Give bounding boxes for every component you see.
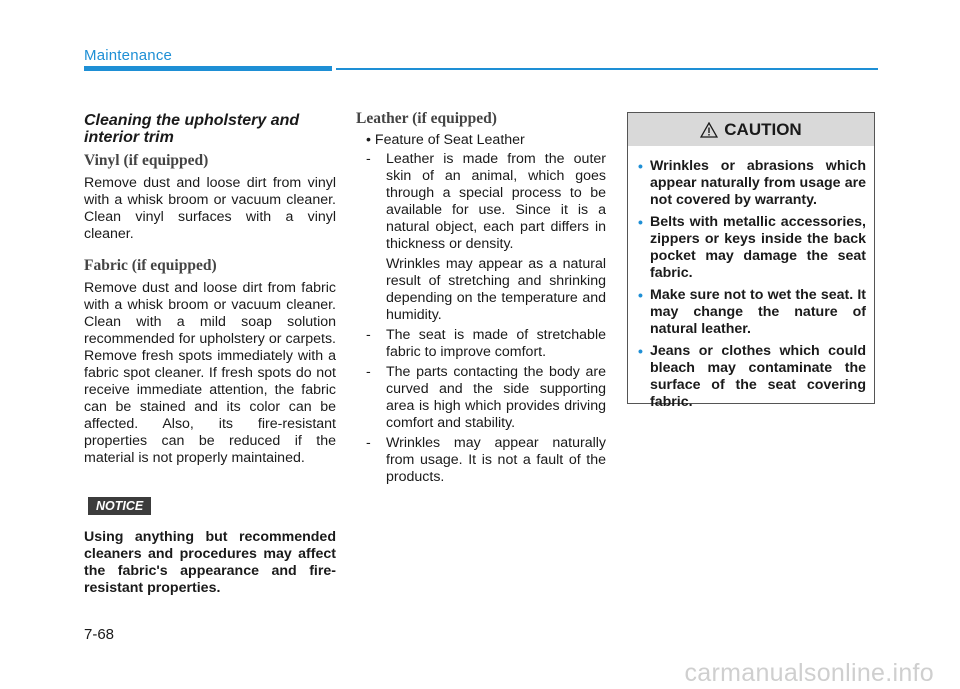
dash-marker: - [366,151,371,167]
caution-item-text: Belts with metallic accessories, zippers or keys inside the back pocket may damage the seat fabric. [650,214,866,281]
page-title [84,112,336,146]
warning-triangle-icon [700,122,718,138]
dash-marker: - [366,435,371,451]
leather-item [366,327,606,361]
leather-item-text: The seat is made of stretchable fabric to improve comfort. [386,327,606,360]
caution-item [640,287,866,338]
fabric-heading: Fabric (if equipped) [84,257,217,274]
notice-badge: NOTICE [88,497,151,515]
leather-item [366,256,606,324]
leather-item-text: Wrinkles may appear as a natural result of stretching and shrinking depending on the temperature and humidity. [386,256,606,323]
leather-item-text: The parts contacting the body are curved and the side supporting area is high which provides driving comfort and stability. [386,364,606,431]
page-number: 7-68 [84,626,115,643]
vinyl-heading: Vinyl (if equipped) [84,152,209,169]
leather-item-text: Wrinkles may appear naturally from usage. It is not a fault of the products. [386,435,606,485]
dash-marker: - [366,364,371,380]
caution-item [640,158,866,209]
caution-title: CAUTION [724,119,802,139]
bullet-dot-icon: • [638,343,643,359]
caution-item-text: Jeans or clothes which could bleach may contaminate the surface of the seat covering fabric. [650,343,866,410]
notice-text: Using anything but recommended cleaners and procedures may affect the fabric's appearance and fire-resistant properties. [84,529,336,596]
bullet-dot-icon: • [638,287,643,303]
right-column [356,108,606,489]
page-title-line1: Cleaning the upholstery and [84,112,300,129]
section-title: Maintenance [84,47,173,64]
caution-item-text: Make sure not to wet the seat. It may change the nature of natural leather. [650,287,866,337]
caution-item [640,214,866,282]
caution-header [628,113,874,146]
vinyl-text: Remove dust and loose dirt from vinyl with a whisk broom or vacuum cleaner. Clean vinyl surfaces with a vinyl cleaner. [84,175,336,242]
left-column [84,108,336,597]
fabric-text: Remove dust and loose dirt from fabric with a whisk broom or vacuum cleaner. Clean with a mild soap solution recommended for upholstery or carpets. Remove fresh spots immediately with a fabric spot cleaner. If fresh spots do not receive immediate attention, the fabric can be stained and its color can be affected. Also, its fire-resistant properties can be reduced if the material is not properly maintained. [84,280,336,466]
leather-bullet: • Feature of Seat Leather [366,132,525,148]
bullet-dot-icon: • [638,214,643,230]
leather-item [366,151,606,253]
leather-item [366,435,606,486]
bullet-dot-icon: • [638,158,643,174]
header-rule-thick [84,66,332,71]
watermark: carmanualsonline.info [684,659,934,687]
caution-item [640,343,866,411]
leather-item [366,364,606,432]
leather-item-text: Leather is made from the outer skin of an animal, which goes through a special process to be available for use. Since it is a natural object, each part differs in thickness or density. [386,151,606,252]
caution-box [627,112,875,410]
dash-marker: - [366,327,371,343]
page-title-line2: interior trim [84,129,174,146]
header-rule-thin [336,68,878,70]
caution-list [640,158,866,411]
caution-item-text: Wrinkles or abrasions which appear naturally from usage are not covered by warranty. [650,158,866,208]
leather-heading: Leather (if equipped) [356,110,497,127]
